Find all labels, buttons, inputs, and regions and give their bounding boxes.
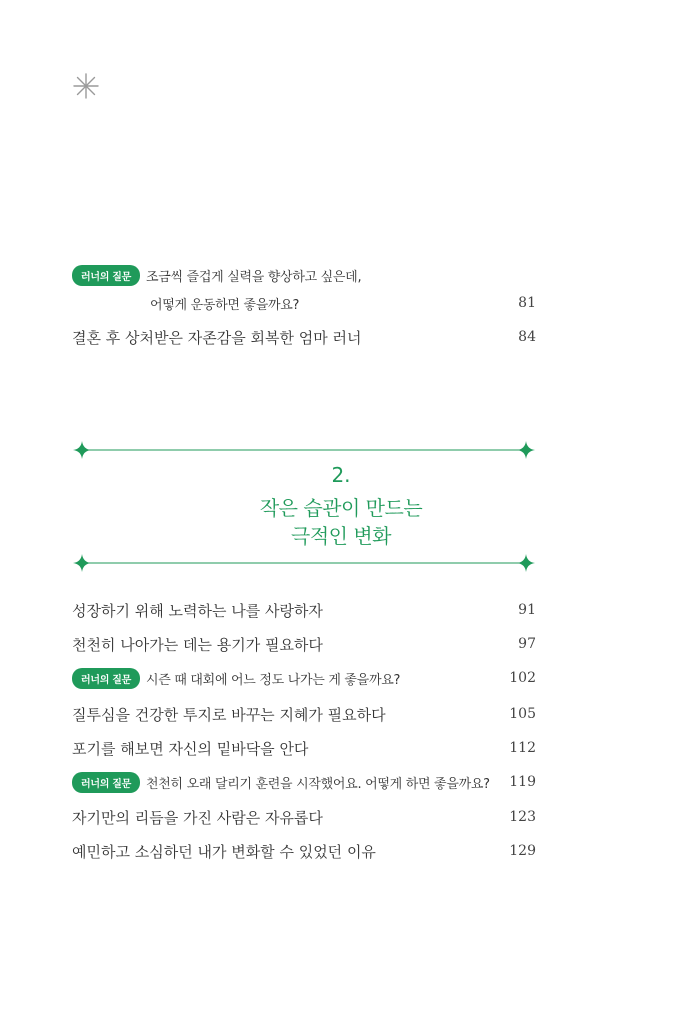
toc-entry[interactable]	[72, 702, 536, 726]
toc-page-number: 102	[509, 670, 536, 686]
asterisk-icon	[72, 72, 100, 100]
runner-question-badge: 러너의 질문	[72, 772, 140, 793]
toc-page-number: 84	[518, 329, 536, 345]
sparkle-icon	[517, 554, 535, 572]
toc-page-number: 97	[518, 636, 536, 652]
toc-page-number: 129	[509, 843, 536, 859]
runner-question-badge: 러너의 질문	[72, 668, 140, 689]
toc-entry-qa[interactable]	[72, 666, 536, 690]
sparkle-icon	[73, 441, 91, 459]
sparkle-icon	[73, 554, 91, 572]
chapter-number: 2.	[331, 463, 351, 487]
toc-entry-title: 천천히 나아가는 데는 용기가 필요하다	[72, 635, 323, 654]
runner-question-badge: 러너의 질문	[72, 265, 140, 286]
toc-entry-title: 결혼 후 상처받은 자존감을 회복한 엄마 러너	[72, 328, 362, 347]
toc-page-number: 119	[509, 774, 536, 790]
toc-entry-title: 질투심을 건강한 투지로 바꾸는 지혜가 필요하다	[72, 705, 386, 724]
toc-entry-title: 시즌 때 대회에 어느 정도 나가는 게 좋을까요?	[145, 672, 401, 688]
toc-entry[interactable]	[72, 632, 536, 656]
chapter-divider-top	[72, 440, 536, 460]
toc-entry-qa[interactable]	[72, 263, 536, 287]
toc-page-number: 81	[518, 295, 536, 311]
chapter-divider-bottom	[72, 553, 536, 573]
toc-page-number: 123	[509, 809, 536, 825]
toc-entry-title: 포기를 해보면 자신의 밑바닥을 안다	[72, 739, 309, 758]
toc-entry[interactable]	[72, 598, 536, 622]
chapter-title-line2: 극적인 변화	[291, 524, 391, 548]
toc-entry[interactable]	[72, 736, 536, 760]
toc-entry-title: 성장하기 위해 노력하는 나를 사랑하자	[72, 601, 323, 620]
toc-entry-title: 조금씩 즐겁게 실력을 향상하고 싶은데,	[145, 269, 362, 285]
sparkle-icon	[517, 441, 535, 459]
toc-entry-title: 예민하고 소심하던 내가 변화할 수 있었던 이유	[72, 842, 376, 861]
toc-page-number: 91	[518, 602, 536, 618]
toc-entry-qa[interactable]	[72, 770, 536, 794]
toc-page-number: 105	[509, 706, 536, 722]
toc-entry-qa-continued[interactable]	[150, 291, 536, 315]
toc-entry-title: 자기만의 리듬을 가진 사람은 자유롭다	[72, 808, 323, 827]
chapter-title-line1: 작은 습관이 만드는	[259, 496, 423, 520]
toc-entry[interactable]	[72, 325, 536, 349]
toc-entry[interactable]	[72, 805, 536, 829]
toc-entry-title: 천천히 오래 달리기 훈련을 시작했어요. 어떻게 하면 좋을까요?	[145, 776, 490, 792]
toc-page-number: 112	[509, 740, 536, 756]
toc-entry[interactable]	[72, 839, 536, 863]
toc-entry-title: 어떻게 운동하면 좋을까요?	[150, 297, 300, 313]
